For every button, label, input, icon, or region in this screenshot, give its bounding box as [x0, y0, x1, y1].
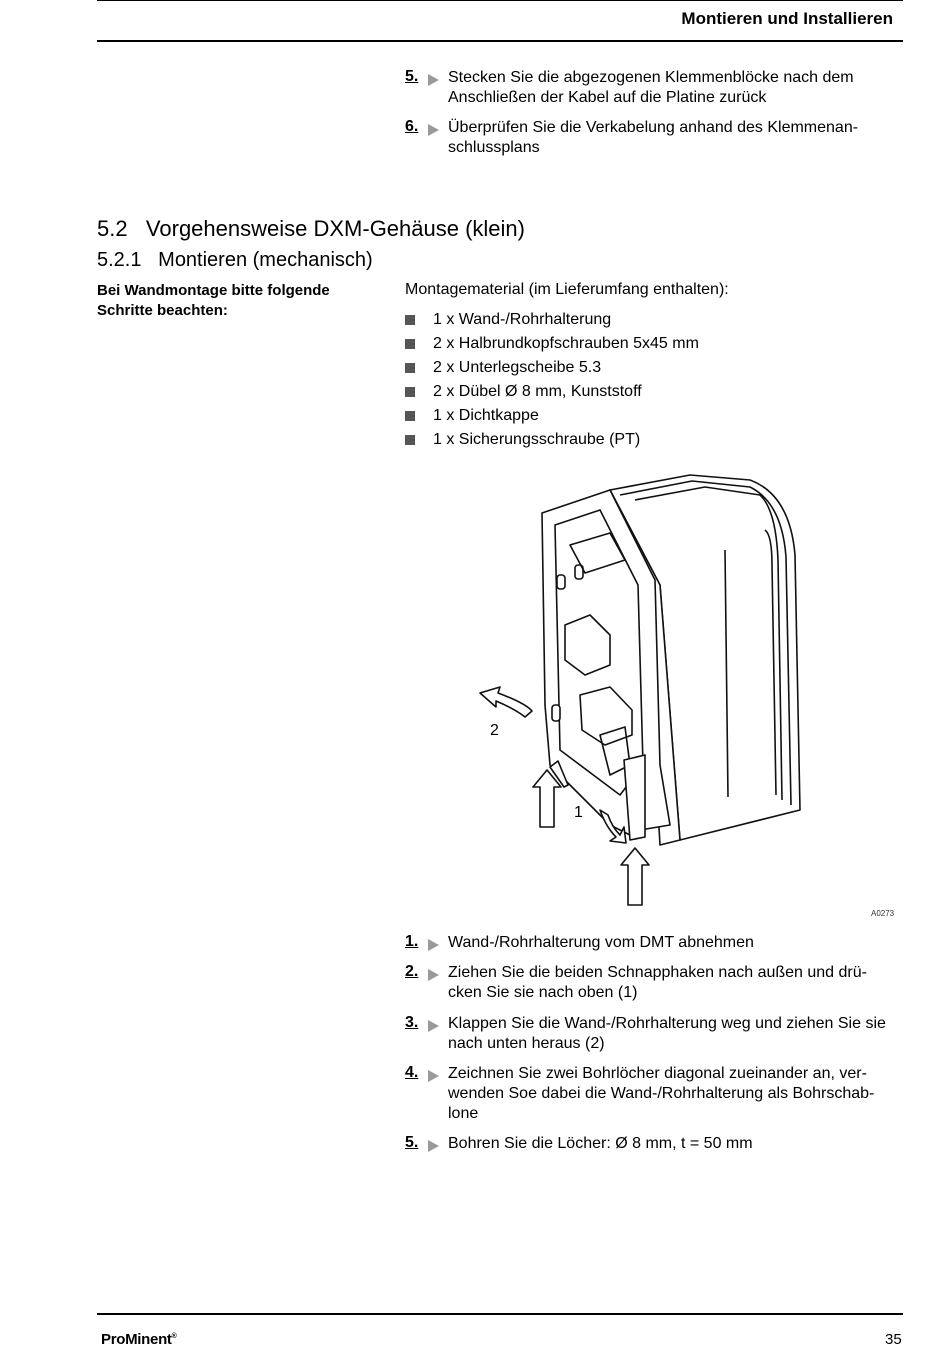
- side-note: Bei Wandmontage bitte folgende Schritte beachten:: [97, 282, 330, 319]
- step-text: Stecken Sie die abgezogenen Klemmenblöcke nach dem Anschließen der Kabel auf die Platine zurück: [448, 69, 854, 106]
- callout-2: 2: [490, 722, 499, 739]
- list-item-text: 1 x Sicherungsschraube (PT): [433, 431, 641, 448]
- step-arrow-icon: [428, 1140, 439, 1152]
- step-arrow-icon: [428, 1070, 439, 1082]
- step-text: Zeichnen Sie zwei Bohrlöcher diagonal zueinander an, ver-wenden Soe dabei die Wand-/Rohrhalterung als Bohrschab-lone: [448, 1065, 875, 1122]
- footer-rule: [97, 1313, 903, 1315]
- section-heading: 5.2 Vorgehensweise DXM-Gehäuse (klein): [97, 216, 525, 241]
- brand-logo: [101, 1331, 177, 1348]
- figure-reference: A0273: [871, 909, 895, 918]
- header-top-rule: [97, 0, 903, 1]
- step-text: Überprüfen Sie die Verkabelung anhand des Klemmenan-schlussplans: [448, 119, 859, 156]
- step-number: 5.: [405, 1134, 419, 1151]
- mounting-illustration: [460, 465, 900, 925]
- list-item-text: 1 x Dichtkappe: [433, 407, 539, 424]
- list-item-text: 2 x Halbrundkopfschrauben 5x45 mm: [433, 335, 699, 352]
- bullet-square-icon: [405, 363, 415, 373]
- step-arrow-icon: [428, 939, 439, 951]
- bullet-square-icon: [405, 315, 415, 325]
- step-number: 2.: [405, 963, 419, 980]
- step-arrow-icon: [428, 1020, 439, 1032]
- step-text: Wand-/Rohrhalterung vom DMT abnehmen: [448, 934, 754, 951]
- step-arrow-icon: [428, 124, 439, 136]
- header-rule: [97, 40, 903, 42]
- step-text: Klappen Sie die Wand-/Rohrhalterung weg und ziehen Sie sie nach unten heraus (2): [448, 1015, 886, 1052]
- step-arrow-icon: [428, 74, 439, 86]
- bullet-square-icon: [405, 411, 415, 421]
- callout-1: 1: [574, 804, 583, 821]
- logo-text: ProMinent: [101, 1331, 172, 1348]
- bullet-square-icon: [405, 339, 415, 349]
- materials-intro: Montagematerial (im Lieferumfang enthalten):: [405, 281, 729, 298]
- step-arrow-icon: [428, 969, 439, 981]
- step-number: 4.: [405, 1064, 419, 1081]
- bullet-square-icon: [405, 435, 415, 445]
- step-number: 5.: [405, 68, 419, 85]
- subsection-heading: 5.2.1 Montieren (mechanisch): [97, 249, 373, 271]
- list-item-text: 1 x Wand-/Rohrhalterung: [433, 311, 612, 328]
- list-item-text: 2 x Dübel Ø 8 mm, Kunststoff: [433, 383, 642, 400]
- list-item-text: 2 x Unterlegscheibe 5.3: [433, 359, 602, 376]
- header-title: Montieren und Installieren: [681, 9, 893, 28]
- step-number: 1.: [405, 933, 419, 950]
- logo-registered-mark: ®: [171, 1333, 177, 1340]
- step-number: 6.: [405, 118, 419, 135]
- bullet-square-icon: [405, 387, 415, 397]
- step-number: 3.: [405, 1014, 419, 1031]
- step-text: Ziehen Sie die beiden Schnapphaken nach außen und drü-cken Sie sie nach oben (1): [448, 964, 867, 1001]
- page-number: 35: [885, 1331, 902, 1348]
- step-text: Bohren Sie die Löcher: Ø 8 mm, t = 50 mm: [448, 1135, 753, 1152]
